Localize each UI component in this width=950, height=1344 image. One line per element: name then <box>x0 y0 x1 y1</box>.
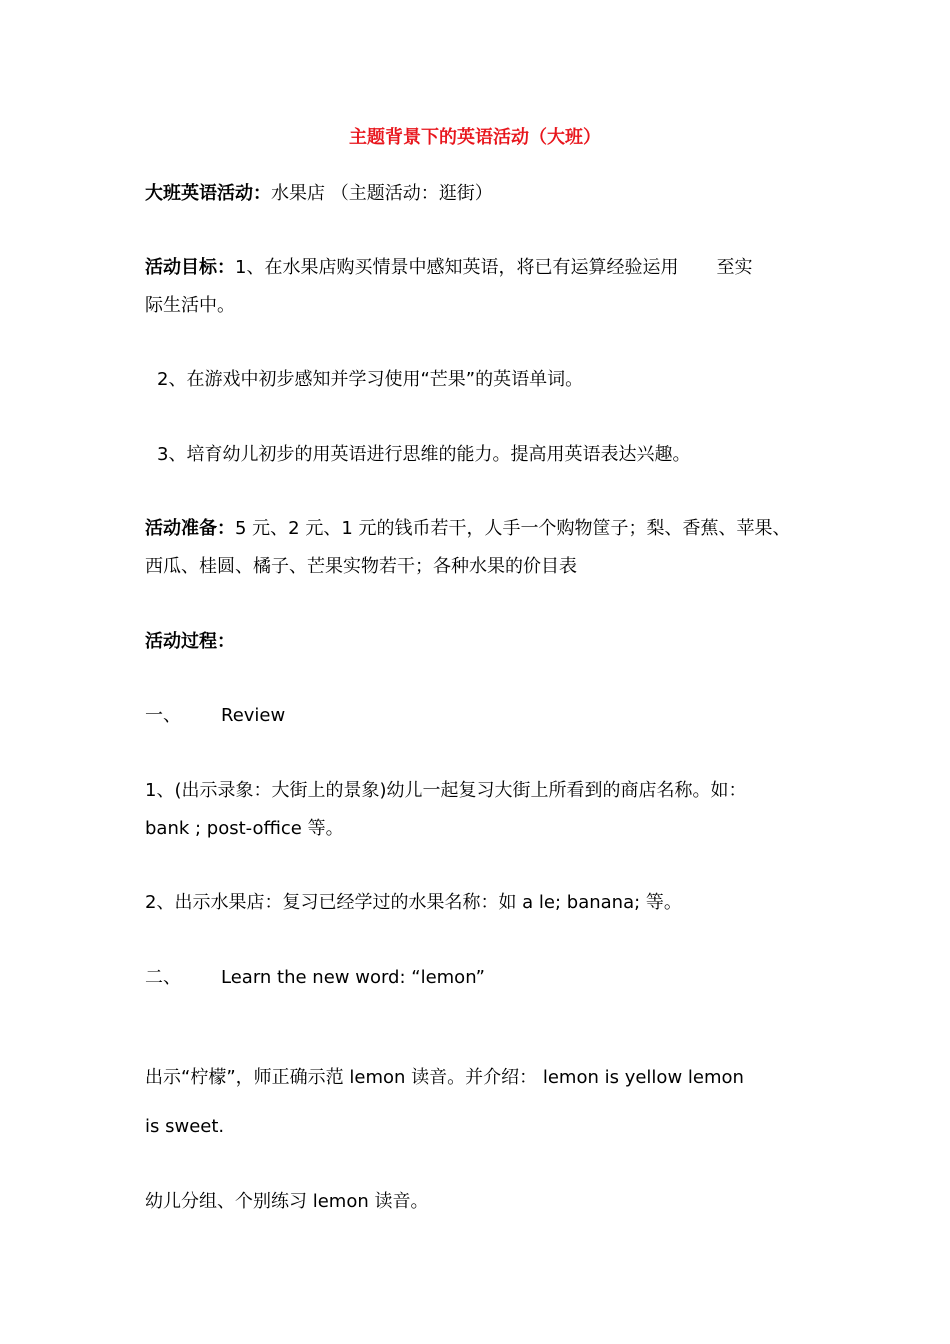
process-label: 活动过程： <box>145 631 235 652</box>
activity-value: 水果店 （主题活动：逛街） <box>271 183 493 204</box>
goals-line-1 <box>145 257 752 279</box>
preparation-text-1: 5 元、2 元、1 元的钱币若干，人手一个购物筐子；梨、香蕉、苹果、 <box>235 518 791 539</box>
step-1-line-1: 1、(出示录象：大街上的景象)幼儿一起复习大街上所看到的商店名称。如： <box>145 780 747 801</box>
preparation-line-1 <box>145 518 791 540</box>
section-1-heading <box>145 705 285 727</box>
lemon-intro-line-2: is sweet. <box>145 1116 225 1137</box>
goal-2-text: 2、在游戏中初步感知并学习使用“芒果”的英语单词。 <box>157 369 584 390</box>
section-2-heading <box>145 967 485 989</box>
preparation-text-2: 西瓜、桂圆、橘子、芒果实物若干；各种水果的价目表 <box>145 556 577 577</box>
step-1-line-2: bank ; post-office 等。 <box>145 818 344 839</box>
practice-text: 幼儿分组、个别练习 lemon 读音。 <box>145 1191 429 1212</box>
document-title: 主题背景下的英语活动（大班） <box>349 127 601 148</box>
section-1-title: Review <box>221 705 286 726</box>
step-2-text: 2、出示水果店：复习已经学过的水果名称：如 a le; banana; 等。 <box>145 892 682 913</box>
section-2-number: 二、 <box>145 967 181 988</box>
activity-line <box>145 183 493 205</box>
goal-1-text: 1、在水果店购买情景中感知英语，将已有运算经验运用 <box>235 257 679 278</box>
section-2-title: Learn the new word: “lemon” <box>221 967 485 988</box>
section-1-number: 一、 <box>145 705 181 726</box>
goal-1-text-end: 至实 <box>716 257 753 278</box>
goals-label: 活动目标： <box>145 257 235 278</box>
preparation-label: 活动准备： <box>145 518 235 539</box>
goal-1-continuation: 际生活中。 <box>145 295 235 316</box>
lemon-intro-line-1: 出示“柠檬”，师正确示范 lemon 读音。并介绍： lemon is yellow lemon <box>145 1067 744 1088</box>
goal-3-text: 3、培育幼儿初步的用英语进行思维的能力。提高用英语表达兴趣。 <box>157 444 691 465</box>
activity-label: 大班英语活动： <box>145 183 271 204</box>
